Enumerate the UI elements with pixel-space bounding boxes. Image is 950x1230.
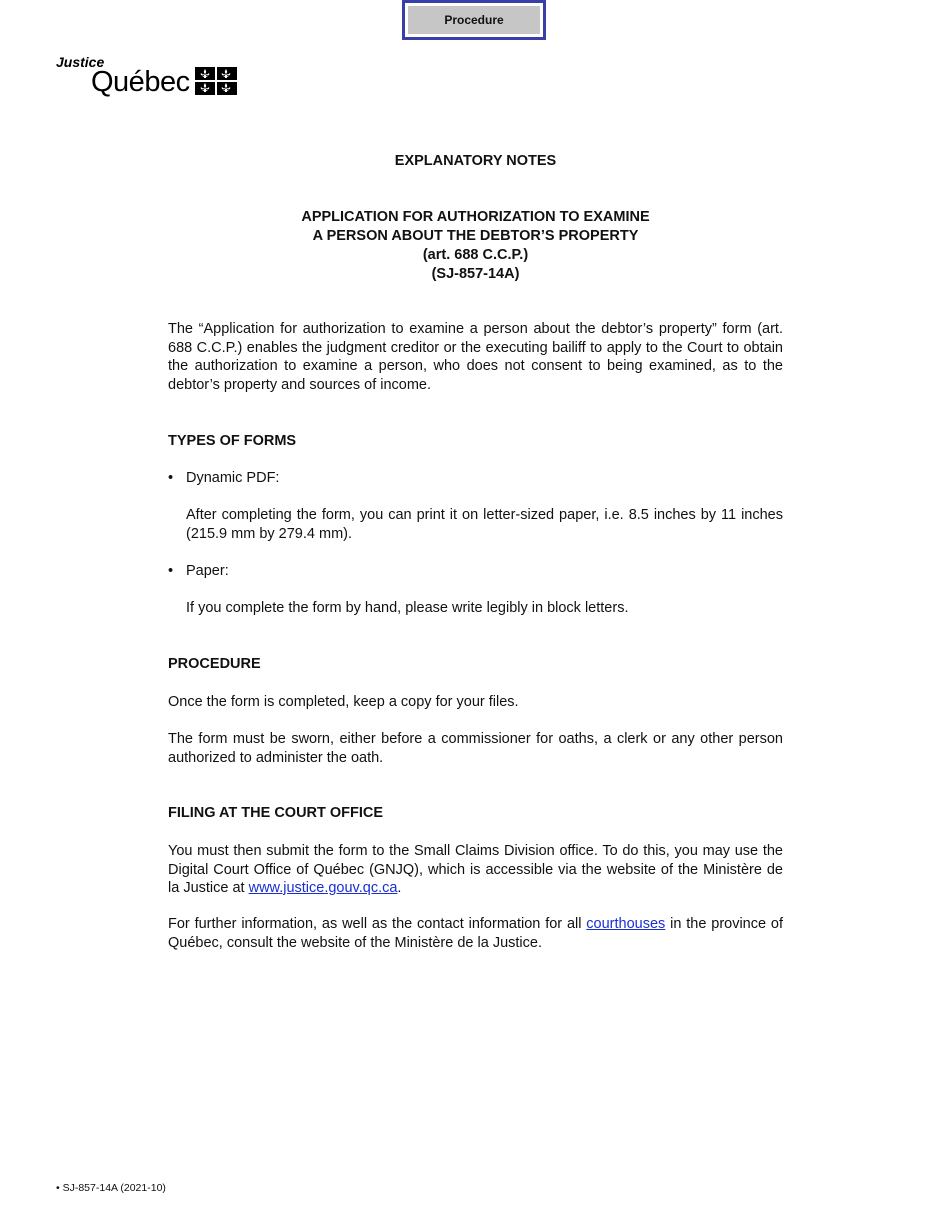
title-line-1: APPLICATION FOR AUTHORIZATION TO EXAMINE	[301, 209, 650, 225]
bullet-paper-label: Paper:	[186, 563, 229, 579]
justice-quebec-logo	[56, 54, 246, 104]
filing-p1-end: .	[397, 880, 402, 896]
bullet-dynamic-pdf-label: Dynamic PDF:	[186, 470, 280, 486]
title-line-3: (art. 688 C.C.P.)	[422, 247, 529, 263]
filing-p2-text: For further information, as well as the contact information for all	[168, 916, 587, 932]
form-code-footer: • SJ-857-14A (2021-10)	[56, 1182, 166, 1194]
logo-quebec-text: Québec	[91, 66, 190, 98]
filing-paragraph-1	[168, 842, 783, 898]
procedure-paragraph-1: Once the form is completed, keep a copy for your files.	[168, 694, 519, 710]
filing-paragraph-2	[168, 915, 783, 952]
title-line-4: (SJ-857-14A)	[431, 266, 520, 282]
explanatory-notes-heading: EXPLANATORY NOTES	[394, 153, 557, 169]
bullet-dot: •	[168, 470, 174, 486]
fleurdelise-flag-icon	[195, 67, 237, 95]
bullet-dot: •	[168, 563, 174, 579]
filing-p1-text: You must then submit the form to the Small Claims Division office. To do this, you may use the Digital Court Office of Québec (GNJQ), which is accessible via the website of the Ministère de la Justice at	[168, 843, 783, 896]
procedure-nav-button[interactable]	[402, 0, 546, 40]
filing-heading: FILING AT THE COURT OFFICE	[168, 805, 384, 821]
filing-p2-end: in the province of Québec, consult the website of the Ministère de la Justice.	[168, 916, 783, 951]
justice-website-link[interactable]: www.justice.gouv.qc.ca	[248, 880, 398, 896]
title-line-2: A PERSON ABOUT THE DEBTOR’S PROPERTY	[312, 228, 639, 244]
courthouses-link[interactable]: courthouses	[586, 916, 666, 932]
procedure-button-label[interactable]: Procedure	[408, 6, 540, 34]
dynamic-pdf-text: After completing the form, you can print it on letter-sized paper, i.e. 8.5 inches by 11 inches (215.9 mm by 279.4 mm).	[186, 507, 783, 542]
procedure-heading: PROCEDURE	[168, 656, 261, 672]
paper-text: If you complete the form by hand, please write legibly in block letters.	[186, 600, 629, 616]
intro-paragraph: The “Application for authorization to examine a person about the debtor’s property” form (art. 688 C.C.P.) enables the judgment creditor or the executing bailiff to apply to the Court to obtain the authorization to examine a person, who does not consent to being examined, as to the debtor’s property and sources of income.	[168, 321, 783, 393]
logo-justice-text: Justice	[56, 54, 105, 70]
procedure-paragraph-2: The form must be sworn, either before a commissioner for oaths, a clerk or any other person authorized to administer the oath.	[168, 731, 783, 766]
types-of-forms-heading: TYPES OF FORMS	[168, 433, 297, 449]
